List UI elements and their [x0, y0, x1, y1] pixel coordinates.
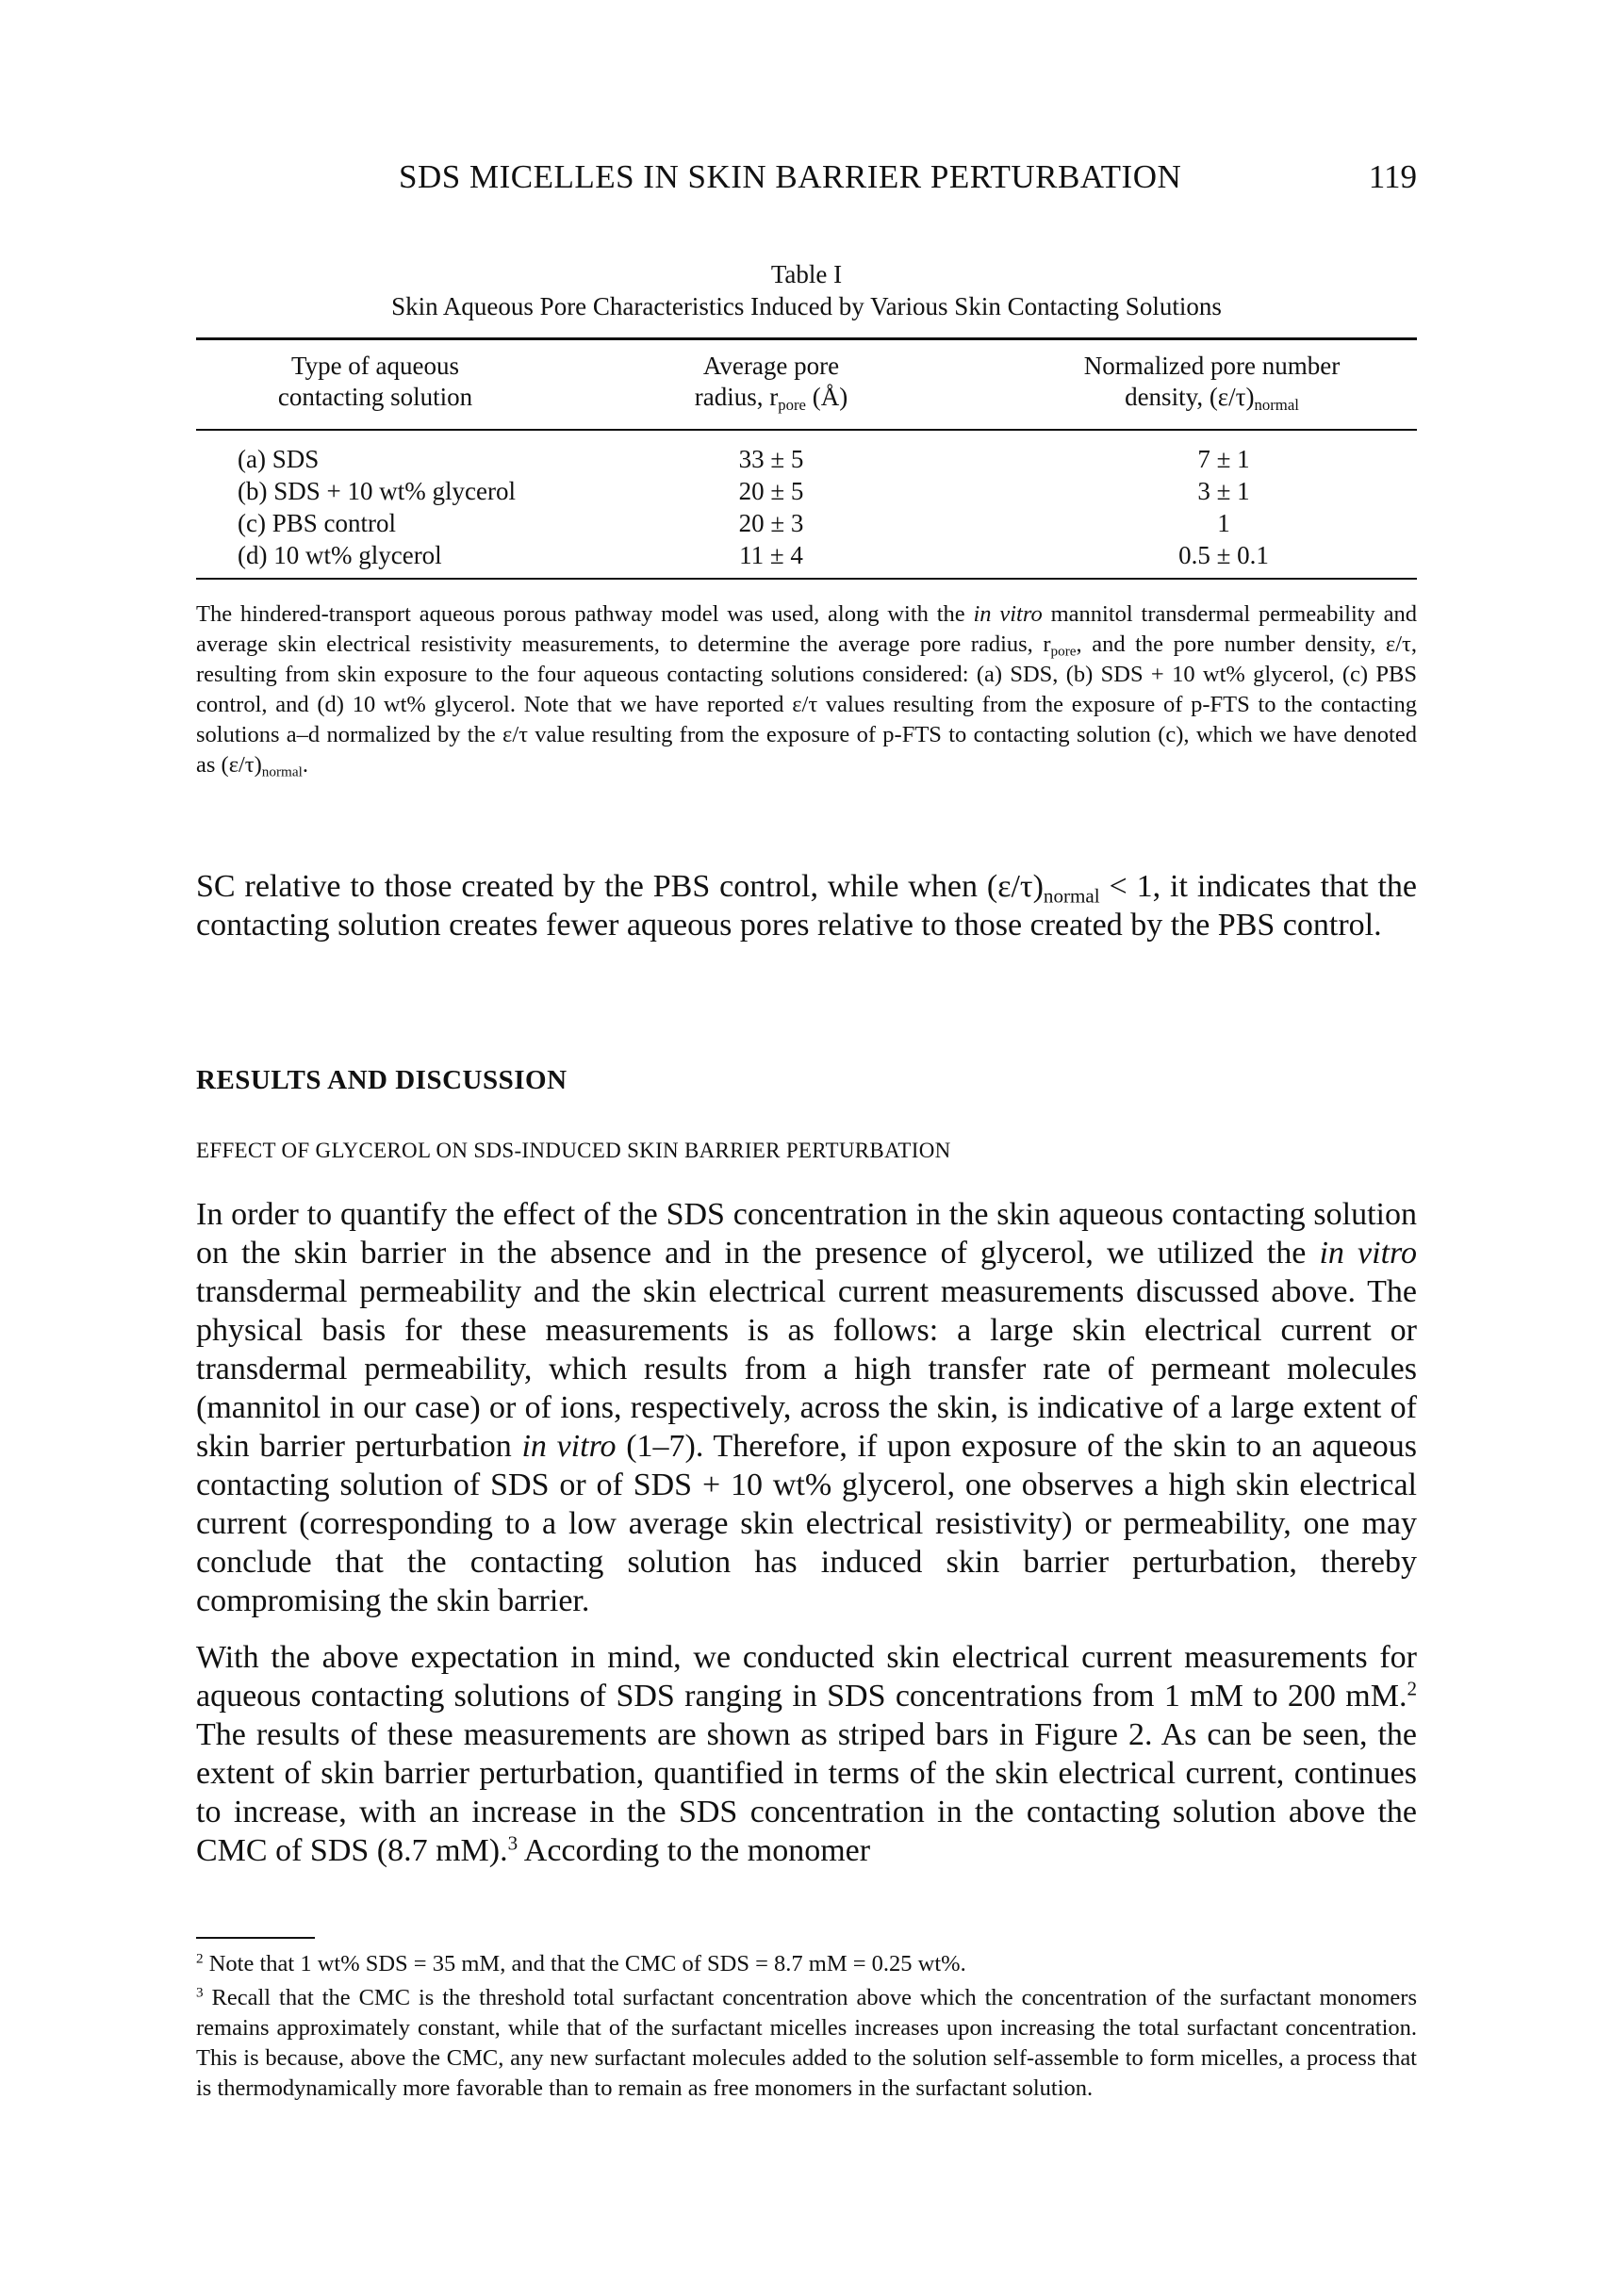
- cell-density: 7 ± 1: [1197, 445, 1250, 473]
- table-row: [196, 507, 1417, 539]
- subsection-heading: EFFECT OF GLYCEROL ON SDS-INDUCED SKIN BARRIER PERTURBATION: [196, 1139, 951, 1162]
- section-heading: RESULTS AND DISCUSSION: [196, 1065, 568, 1095]
- table-label: Table I: [770, 260, 843, 288]
- cell-solution: (a) SDS: [238, 445, 320, 473]
- table-body: [196, 443, 1417, 571]
- continued-paragraph: SC relative to those created by the PBS control, while when $(\varepsilon/\tau)_{normal} < 1$, it indicates that the contacting solution creates fewer aqueous pores relative to those created by the PBS control.: [196, 869, 1417, 943]
- table-row: [196, 475, 1417, 507]
- footnote: $^3$ Recall that the CMC is the threshold total surfactant concentration above which the concentration of the surfactant monomers remains approximately constant, while that of the surfactant micelles increases upon increasing the total surfactant concentration. This is because, above the CMC, any new surfactant molecules added to the solution self-assemble to form micelles, a process that is thermodynamically more favorable than to remain as free monomers in the surfactant solution.: [196, 1984, 1417, 2101]
- footnote-separator: [196, 1937, 315, 1939]
- cell-density: 0.5 ± 0.1: [1178, 541, 1269, 569]
- page-header: [196, 158, 1417, 200]
- running-title: SDS MICELLES IN SKIN BARRIER PERTURBATION: [399, 158, 1182, 195]
- body-paragraph: In order to quantify the effect of the SDS concentration in the skin aqueous contacting solution on the skin barrier in the absence and in the presence of glycerol, we utilized the in vitro transdermal permeability and the skin electrical current measurements discussed above. The physical basis for these measurements is as follows: a large skin electrical current or transdermal permeability, which results from a high transfer rate of permeant molecules (mannitol in our case) or of ions, respectively, across the skin, is indicative of a large extent of skin barrier perturbation in vitro (1–7). Therefore, if upon exposure of the skin to an aqueous contacting solution of SDS or of SDS + 10 wt% glycerol, one observes a high skin electrical current (corresponding to a low average skin electrical resistivity) or permeability, one may conclude that the contacting solution has induced skin barrier perturbation, thereby compromising the skin barrier.: [196, 1197, 1418, 1618]
- footnote-reference[interactable]: 3: [507, 1831, 518, 1855]
- column-header-density: Normalized pore number density, $(\varepsilon/\tau)_{normal}$: [1083, 352, 1341, 415]
- table-title: Skin Aqueous Pore Characteristics Induced by Various Skin Contacting Solutions: [391, 292, 1222, 320]
- table-row: [196, 539, 1417, 571]
- footnotes: [196, 1949, 1417, 2107]
- table-top-rule: [196, 337, 1417, 340]
- table-bottom-rule: [196, 578, 1417, 580]
- footnote: $^2$ Note that 1 wt% SDS = 35 mM, and that the CMC of SDS = 8.7 mM = 0.25 wt%.: [196, 1950, 966, 1976]
- body-paragraph: With the above expectation in mind, we conducted skin electrical current measurements for aqueous contacting solutions of SDS ranging in SDS concentrations from 1 mM to 200 mM.$^2$ The results of these measurements are shown as striped bars in Figure 2. As can be seen, the extent of skin barrier perturbation, quantified in terms of the skin electrical current, continues to increase, with an increase in the SDS concentration in the contacting solution above the CMC of SDS (8.7 mM).$^3$ According to the monomer: [196, 1640, 1417, 1868]
- cell-density: 1: [1217, 509, 1230, 537]
- table-footnote: The hindered-transport aqueous porous pathway model was used, along with the in vitro mannitol transdermal permeability and average skin electrical resistivity measurements, to determine the average pore radius, $r_{pore}$, and the pore number density, ε/τ, resulting from skin exposure to the four aqueous contacting solutions considered: (a) SDS, (b) SDS + 10 wt% glycerol, (c) PBS control, and (d) 10 wt% glycerol. Note that we have reported ε/τ values resulting from the exposure of p-FTS to the contacting solutions a–d normalized by the ε/τ value resulting from the exposure of p-FTS to contacting solution (c), which we have denoted as $(\varepsilon/\tau)_{normal}$.: [196, 601, 1418, 780]
- cell-radius: 33 ± 5: [738, 445, 804, 473]
- table-row: [196, 443, 1417, 475]
- table-caption: [196, 258, 1417, 322]
- column-header-radius: Average pore radius, $r_{pore}$ (Å): [694, 352, 848, 415]
- cell-solution: (c) PBS control: [238, 509, 396, 537]
- cell-solution: (d) 10 wt% glycerol: [238, 541, 442, 569]
- cell-density: 3 ± 1: [1197, 477, 1250, 505]
- cell-radius: 20 ± 3: [738, 509, 804, 537]
- cell-radius: 11 ± 4: [739, 541, 803, 569]
- footnote-reference[interactable]: 2: [1407, 1677, 1417, 1700]
- table-header-rule: [196, 429, 1417, 431]
- cell-solution: (b) SDS + 10 wt% glycerol: [238, 477, 516, 505]
- cell-radius: 20 ± 5: [738, 477, 804, 505]
- column-header-solution: Type of aqueous contacting solution: [277, 352, 473, 411]
- page-number: 119: [1368, 158, 1417, 195]
